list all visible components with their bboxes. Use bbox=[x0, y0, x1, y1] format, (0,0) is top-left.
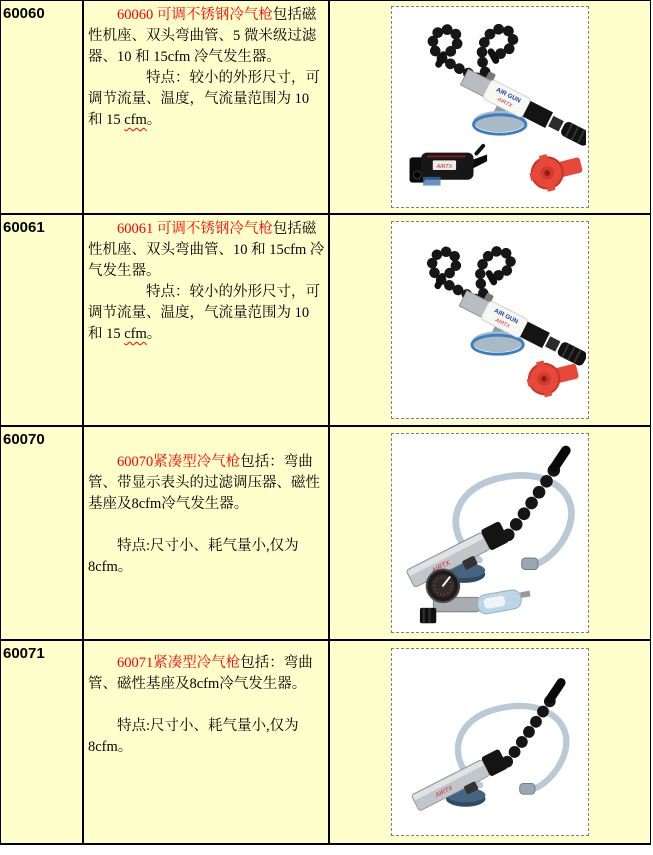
product-photo bbox=[391, 648, 589, 836]
spellcheck-word: cfm bbox=[124, 326, 147, 342]
product-description-cell: 60060 可调不锈钢冷气枪包括磁性机座、双头弯曲管、5 微米级过滤器、10 和 15cfm 冷气发生器。 特点：较小的外形尺寸，可调节流量、温度，气流量范围为 10 和 15 cfm。 bbox=[84, 1, 330, 213]
compact-gun-60071 bbox=[410, 683, 566, 818]
photo-cell bbox=[330, 641, 650, 843]
product-id: 60060 bbox=[1, 1, 84, 213]
product-title: 60071紧凑型冷气枪 bbox=[117, 655, 241, 671]
air-gun-60060 bbox=[433, 29, 586, 150]
product-title: 60070紧凑型冷气枪 bbox=[117, 454, 241, 470]
product-id: 60070 bbox=[1, 427, 84, 639]
product-body: 包括：弯曲管、带显示表头的过滤调压器、磁性基座及8cfm冷气发生器。 bbox=[88, 454, 320, 512]
table-row bbox=[1, 1, 650, 215]
product-features: 特点:尺寸小、耗气量小,仅为8cfm。 bbox=[88, 538, 299, 575]
product-photo bbox=[391, 6, 589, 208]
photo-cell bbox=[330, 1, 650, 213]
product-photo bbox=[391, 221, 589, 419]
compact-black-gun bbox=[410, 146, 488, 186]
product-body: 包括磁性机座、双头弯曲管、5 微米级过滤器、10 和 15cfm 冷气发生器。 bbox=[88, 7, 317, 65]
red-nozzle bbox=[526, 147, 586, 195]
product-features: 特点:尺寸小、耗气量小,仅为8cfm。 bbox=[88, 718, 299, 755]
photo-cell bbox=[330, 427, 650, 639]
product-features: 特点：较小的外形尺寸，可调节流量、温度，气流量范围为 10 和 15 bbox=[88, 70, 320, 128]
spellcheck-word: cfm bbox=[124, 112, 147, 128]
product-features: 特点：较小的外形尺寸，可调节流量、温度，气流量范围为 10 和 15 bbox=[88, 284, 320, 342]
product-photo bbox=[391, 433, 589, 633]
product-body: 包括磁性机座、双头弯曲管、10 和 15cfm 冷气发生器。 bbox=[88, 221, 325, 279]
compact-gun-60070 bbox=[405, 450, 571, 594]
table-row bbox=[1, 427, 650, 641]
product-description-cell: 60061 可调不锈钢冷气枪包括磁性机座、双头弯曲管、10 和 15cfm 冷气发生器。 特点：较小的外形尺寸，可调节流量、温度，气流量范围为 10 和 15 cfm。 bbox=[84, 215, 330, 425]
product-id: 60071 bbox=[1, 641, 84, 843]
air-gun-60061 bbox=[432, 251, 586, 369]
table-row bbox=[1, 215, 650, 427]
product-title: 60060 可调不锈钢冷气枪 bbox=[117, 7, 273, 23]
product-title: 60061 可调不锈钢冷气枪 bbox=[117, 221, 273, 237]
photo-cell bbox=[330, 215, 650, 425]
table-row bbox=[1, 641, 650, 845]
product-description-cell bbox=[84, 427, 330, 639]
product-body: 包括：弯曲管、磁性基座及8cfm冷气发生器。 bbox=[88, 655, 313, 692]
product-description-cell bbox=[84, 641, 330, 843]
product-id: 60061 bbox=[1, 215, 84, 425]
